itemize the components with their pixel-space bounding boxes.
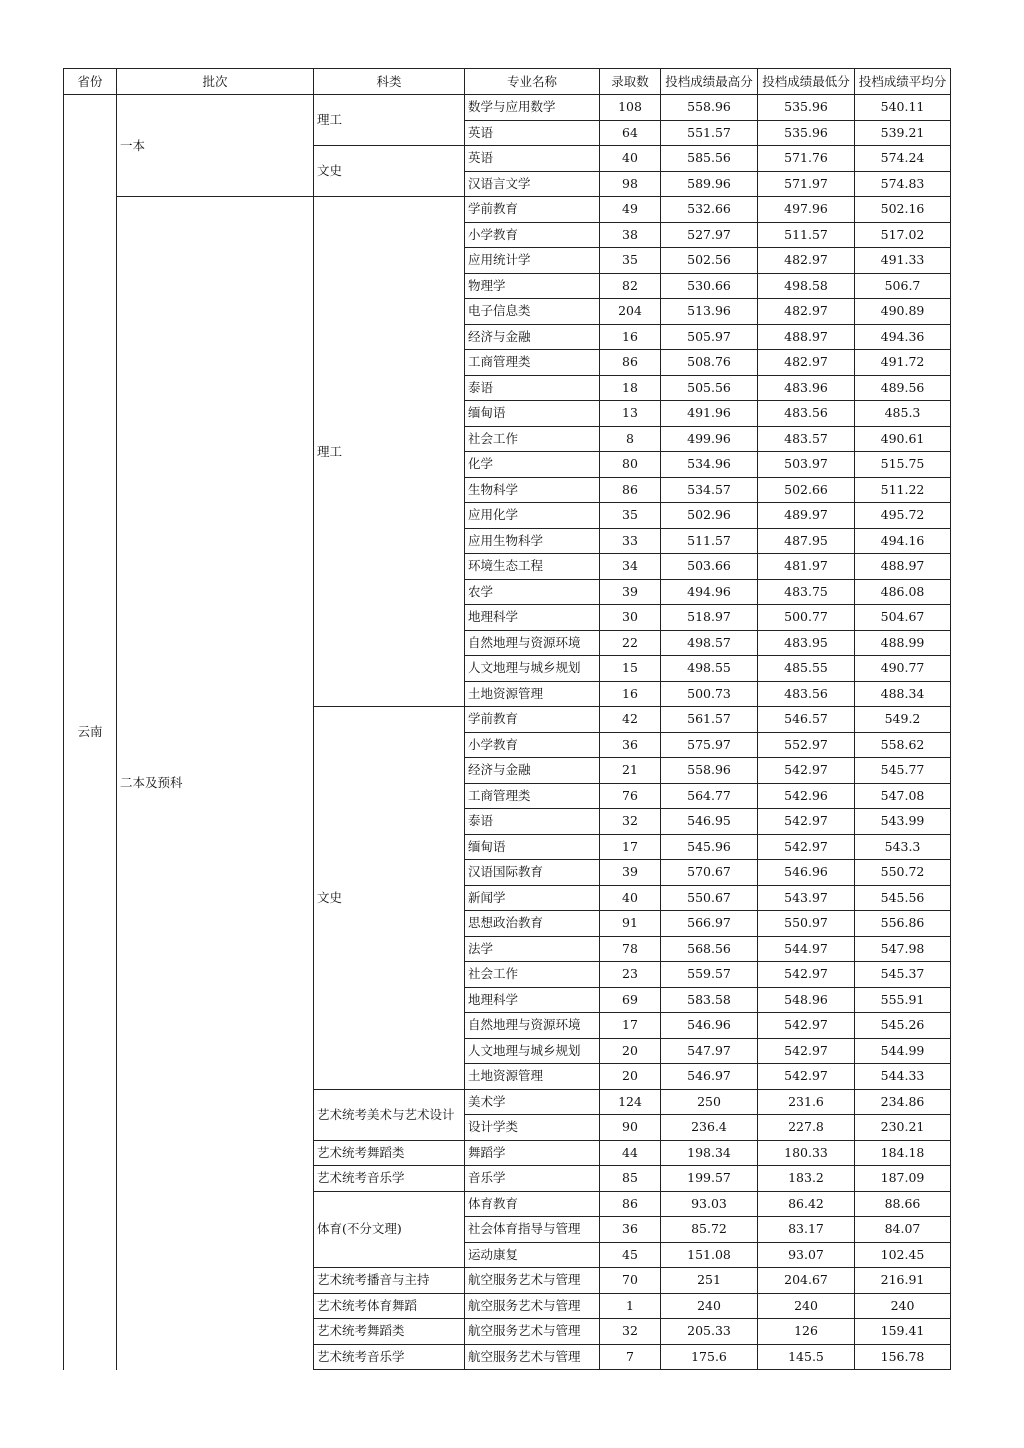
major-name-cell: 缅甸语 bbox=[465, 401, 600, 427]
max-score-cell: 175.6 bbox=[661, 1344, 758, 1370]
max-score-cell: 575.97 bbox=[661, 732, 758, 758]
admitted-count-cell: 36 bbox=[600, 732, 661, 758]
avg-score-cell: 184.18 bbox=[855, 1140, 951, 1166]
min-score-cell: 544.97 bbox=[758, 936, 855, 962]
min-score-cell: 485.55 bbox=[758, 656, 855, 682]
min-score-cell: 489.97 bbox=[758, 503, 855, 529]
major-name-cell: 小学教育 bbox=[465, 222, 600, 248]
max-score-cell: 205.33 bbox=[661, 1319, 758, 1345]
max-score-cell: 568.56 bbox=[661, 936, 758, 962]
admitted-count-cell: 44 bbox=[600, 1140, 661, 1166]
min-score-cell: 483.56 bbox=[758, 401, 855, 427]
min-score-cell: 183.2 bbox=[758, 1166, 855, 1192]
min-score-cell: 543.97 bbox=[758, 885, 855, 911]
max-score-cell: 491.96 bbox=[661, 401, 758, 427]
admitted-count-cell: 15 bbox=[600, 656, 661, 682]
admitted-count-cell: 1 bbox=[600, 1293, 661, 1319]
batch-cell: 一本 bbox=[117, 95, 314, 197]
min-score-cell: 571.97 bbox=[758, 171, 855, 197]
max-score-cell: 505.56 bbox=[661, 375, 758, 401]
avg-score-cell: 502.16 bbox=[855, 197, 951, 223]
major-name-cell: 泰语 bbox=[465, 375, 600, 401]
admitted-count-cell: 20 bbox=[600, 1038, 661, 1064]
major-name-cell: 土地资源管理 bbox=[465, 681, 600, 707]
max-score-cell: 250 bbox=[661, 1089, 758, 1115]
min-score-cell: 542.96 bbox=[758, 783, 855, 809]
major-name-cell: 新闻学 bbox=[465, 885, 600, 911]
admitted-count-cell: 39 bbox=[600, 579, 661, 605]
avg-score-cell: 488.99 bbox=[855, 630, 951, 656]
avg-score-cell: 547.98 bbox=[855, 936, 951, 962]
major-name-cell: 思想政治教育 bbox=[465, 911, 600, 937]
province-cell: 云南 bbox=[64, 95, 117, 1370]
admitted-count-cell: 76 bbox=[600, 783, 661, 809]
min-score-cell: 542.97 bbox=[758, 962, 855, 988]
admission-scores-table bbox=[63, 68, 951, 1370]
table-row bbox=[64, 95, 951, 121]
max-score-cell: 551.57 bbox=[661, 120, 758, 146]
major-name-cell: 舞蹈学 bbox=[465, 1140, 600, 1166]
category-cell: 艺术统考音乐学 bbox=[314, 1166, 465, 1192]
min-score-cell: 502.66 bbox=[758, 477, 855, 503]
max-score-cell: 545.96 bbox=[661, 834, 758, 860]
header-cell: 专业名称 bbox=[465, 69, 600, 95]
min-score-cell: 550.97 bbox=[758, 911, 855, 937]
max-score-cell: 85.72 bbox=[661, 1217, 758, 1243]
min-score-cell: 542.97 bbox=[758, 1064, 855, 1090]
min-score-cell: 227.8 bbox=[758, 1115, 855, 1141]
major-name-cell: 应用化学 bbox=[465, 503, 600, 529]
avg-score-cell: 216.91 bbox=[855, 1268, 951, 1294]
header-cell: 投档成绩最高分 bbox=[661, 69, 758, 95]
min-score-cell: 548.96 bbox=[758, 987, 855, 1013]
major-name-cell: 英语 bbox=[465, 146, 600, 172]
admitted-count-cell: 204 bbox=[600, 299, 661, 325]
avg-score-cell: 515.75 bbox=[855, 452, 951, 478]
admitted-count-cell: 82 bbox=[600, 273, 661, 299]
major-name-cell: 学前教育 bbox=[465, 707, 600, 733]
admitted-count-cell: 34 bbox=[600, 554, 661, 580]
max-score-cell: 503.66 bbox=[661, 554, 758, 580]
max-score-cell: 494.96 bbox=[661, 579, 758, 605]
major-name-cell: 应用生物科学 bbox=[465, 528, 600, 554]
admitted-count-cell: 16 bbox=[600, 324, 661, 350]
min-score-cell: 542.97 bbox=[758, 1038, 855, 1064]
admitted-count-cell: 20 bbox=[600, 1064, 661, 1090]
major-name-cell: 农学 bbox=[465, 579, 600, 605]
major-name-cell: 地理科学 bbox=[465, 605, 600, 631]
major-name-cell: 经济与金融 bbox=[465, 758, 600, 784]
admitted-count-cell: 108 bbox=[600, 95, 661, 121]
max-score-cell: 550.67 bbox=[661, 885, 758, 911]
avg-score-cell: 88.66 bbox=[855, 1191, 951, 1217]
min-score-cell: 542.97 bbox=[758, 834, 855, 860]
min-score-cell: 86.42 bbox=[758, 1191, 855, 1217]
major-name-cell: 电子信息类 bbox=[465, 299, 600, 325]
admitted-count-cell: 22 bbox=[600, 630, 661, 656]
admitted-count-cell: 49 bbox=[600, 197, 661, 223]
avg-score-cell: 491.72 bbox=[855, 350, 951, 376]
max-score-cell: 546.96 bbox=[661, 1013, 758, 1039]
major-name-cell: 工商管理类 bbox=[465, 350, 600, 376]
avg-score-cell: 490.89 bbox=[855, 299, 951, 325]
max-score-cell: 199.57 bbox=[661, 1166, 758, 1192]
admitted-count-cell: 70 bbox=[600, 1268, 661, 1294]
max-score-cell: 566.97 bbox=[661, 911, 758, 937]
max-score-cell: 511.57 bbox=[661, 528, 758, 554]
max-score-cell: 546.97 bbox=[661, 1064, 758, 1090]
major-name-cell: 经济与金融 bbox=[465, 324, 600, 350]
category-cell: 艺术统考播音与主持 bbox=[314, 1268, 465, 1294]
avg-score-cell: 555.91 bbox=[855, 987, 951, 1013]
avg-score-cell: 517.02 bbox=[855, 222, 951, 248]
max-score-cell: 558.96 bbox=[661, 758, 758, 784]
major-name-cell: 工商管理类 bbox=[465, 783, 600, 809]
avg-score-cell: 491.33 bbox=[855, 248, 951, 274]
max-score-cell: 546.95 bbox=[661, 809, 758, 835]
max-score-cell: 589.96 bbox=[661, 171, 758, 197]
admitted-count-cell: 90 bbox=[600, 1115, 661, 1141]
min-score-cell: 483.95 bbox=[758, 630, 855, 656]
admitted-count-cell: 38 bbox=[600, 222, 661, 248]
admitted-count-cell: 7 bbox=[600, 1344, 661, 1370]
major-name-cell: 运动康复 bbox=[465, 1242, 600, 1268]
category-cell: 艺术统考舞蹈类 bbox=[314, 1319, 465, 1345]
min-score-cell: 483.75 bbox=[758, 579, 855, 605]
min-score-cell: 535.96 bbox=[758, 120, 855, 146]
category-cell: 文史 bbox=[314, 707, 465, 1090]
admitted-count-cell: 8 bbox=[600, 426, 661, 452]
max-score-cell: 583.58 bbox=[661, 987, 758, 1013]
max-score-cell: 561.57 bbox=[661, 707, 758, 733]
avg-score-cell: 490.61 bbox=[855, 426, 951, 452]
avg-score-cell: 84.07 bbox=[855, 1217, 951, 1243]
min-score-cell: 571.76 bbox=[758, 146, 855, 172]
avg-score-cell: 489.56 bbox=[855, 375, 951, 401]
avg-score-cell: 556.86 bbox=[855, 911, 951, 937]
admitted-count-cell: 86 bbox=[600, 1191, 661, 1217]
admitted-count-cell: 35 bbox=[600, 248, 661, 274]
header-cell: 批次 bbox=[117, 69, 314, 95]
admitted-count-cell: 85 bbox=[600, 1166, 661, 1192]
max-score-cell: 534.57 bbox=[661, 477, 758, 503]
admitted-count-cell: 30 bbox=[600, 605, 661, 631]
min-score-cell: 483.56 bbox=[758, 681, 855, 707]
admitted-count-cell: 23 bbox=[600, 962, 661, 988]
min-score-cell: 483.96 bbox=[758, 375, 855, 401]
table-row bbox=[64, 197, 951, 223]
major-name-cell: 汉语言文学 bbox=[465, 171, 600, 197]
category-cell: 理工 bbox=[314, 95, 465, 146]
avg-score-cell: 488.97 bbox=[855, 554, 951, 580]
avg-score-cell: 547.08 bbox=[855, 783, 951, 809]
avg-score-cell: 187.09 bbox=[855, 1166, 951, 1192]
min-score-cell: 204.67 bbox=[758, 1268, 855, 1294]
max-score-cell: 570.67 bbox=[661, 860, 758, 886]
max-score-cell: 499.96 bbox=[661, 426, 758, 452]
avg-score-cell: 495.72 bbox=[855, 503, 951, 529]
header-cell: 科类 bbox=[314, 69, 465, 95]
admitted-count-cell: 39 bbox=[600, 860, 661, 886]
admitted-count-cell: 64 bbox=[600, 120, 661, 146]
admitted-count-cell: 17 bbox=[600, 1013, 661, 1039]
major-name-cell: 航空服务艺术与管理 bbox=[465, 1268, 600, 1294]
min-score-cell: 482.97 bbox=[758, 248, 855, 274]
major-name-cell: 社会工作 bbox=[465, 426, 600, 452]
admitted-count-cell: 40 bbox=[600, 146, 661, 172]
admitted-count-cell: 86 bbox=[600, 477, 661, 503]
major-name-cell: 泰语 bbox=[465, 809, 600, 835]
major-name-cell: 人文地理与城乡规划 bbox=[465, 1038, 600, 1064]
admitted-count-cell: 69 bbox=[600, 987, 661, 1013]
major-name-cell: 美术学 bbox=[465, 1089, 600, 1115]
min-score-cell: 240 bbox=[758, 1293, 855, 1319]
max-score-cell: 513.96 bbox=[661, 299, 758, 325]
avg-score-cell: 574.83 bbox=[855, 171, 951, 197]
min-score-cell: 542.97 bbox=[758, 809, 855, 835]
min-score-cell: 488.97 bbox=[758, 324, 855, 350]
admitted-count-cell: 35 bbox=[600, 503, 661, 529]
min-score-cell: 542.97 bbox=[758, 758, 855, 784]
admitted-count-cell: 91 bbox=[600, 911, 661, 937]
avg-score-cell: 550.72 bbox=[855, 860, 951, 886]
admitted-count-cell: 17 bbox=[600, 834, 661, 860]
min-score-cell: 511.57 bbox=[758, 222, 855, 248]
min-score-cell: 481.97 bbox=[758, 554, 855, 580]
max-score-cell: 585.56 bbox=[661, 146, 758, 172]
admitted-count-cell: 98 bbox=[600, 171, 661, 197]
avg-score-cell: 539.21 bbox=[855, 120, 951, 146]
avg-score-cell: 540.11 bbox=[855, 95, 951, 121]
admitted-count-cell: 42 bbox=[600, 707, 661, 733]
admitted-count-cell: 32 bbox=[600, 1319, 661, 1345]
major-name-cell: 设计学类 bbox=[465, 1115, 600, 1141]
admitted-count-cell: 45 bbox=[600, 1242, 661, 1268]
admitted-count-cell: 21 bbox=[600, 758, 661, 784]
admitted-count-cell: 36 bbox=[600, 1217, 661, 1243]
avg-score-cell: 511.22 bbox=[855, 477, 951, 503]
max-score-cell: 236.4 bbox=[661, 1115, 758, 1141]
major-name-cell: 社会工作 bbox=[465, 962, 600, 988]
min-score-cell: 487.95 bbox=[758, 528, 855, 554]
admitted-count-cell: 80 bbox=[600, 452, 661, 478]
major-name-cell: 法学 bbox=[465, 936, 600, 962]
min-score-cell: 498.58 bbox=[758, 273, 855, 299]
avg-score-cell: 545.77 bbox=[855, 758, 951, 784]
min-score-cell: 500.77 bbox=[758, 605, 855, 631]
category-cell: 文史 bbox=[314, 146, 465, 197]
major-name-cell: 社会体育指导与管理 bbox=[465, 1217, 600, 1243]
max-score-cell: 505.97 bbox=[661, 324, 758, 350]
major-name-cell: 航空服务艺术与管理 bbox=[465, 1293, 600, 1319]
avg-score-cell: 486.08 bbox=[855, 579, 951, 605]
max-score-cell: 532.66 bbox=[661, 197, 758, 223]
min-score-cell: 93.07 bbox=[758, 1242, 855, 1268]
min-score-cell: 546.96 bbox=[758, 860, 855, 886]
max-score-cell: 534.96 bbox=[661, 452, 758, 478]
major-name-cell: 航空服务艺术与管理 bbox=[465, 1319, 600, 1345]
avg-score-cell: 240 bbox=[855, 1293, 951, 1319]
min-score-cell: 83.17 bbox=[758, 1217, 855, 1243]
max-score-cell: 530.66 bbox=[661, 273, 758, 299]
avg-score-cell: 544.99 bbox=[855, 1038, 951, 1064]
major-name-cell: 人文地理与城乡规划 bbox=[465, 656, 600, 682]
max-score-cell: 151.08 bbox=[661, 1242, 758, 1268]
max-score-cell: 564.77 bbox=[661, 783, 758, 809]
category-cell: 艺术统考音乐学 bbox=[314, 1344, 465, 1370]
max-score-cell: 559.57 bbox=[661, 962, 758, 988]
max-score-cell: 502.56 bbox=[661, 248, 758, 274]
max-score-cell: 93.03 bbox=[661, 1191, 758, 1217]
max-score-cell: 547.97 bbox=[661, 1038, 758, 1064]
min-score-cell: 497.96 bbox=[758, 197, 855, 223]
major-name-cell: 化学 bbox=[465, 452, 600, 478]
min-score-cell: 483.57 bbox=[758, 426, 855, 452]
major-name-cell: 自然地理与资源环境 bbox=[465, 630, 600, 656]
max-score-cell: 527.97 bbox=[661, 222, 758, 248]
avg-score-cell: 490.77 bbox=[855, 656, 951, 682]
header-cell: 投档成绩平均分 bbox=[855, 69, 951, 95]
admitted-count-cell: 32 bbox=[600, 809, 661, 835]
max-score-cell: 198.34 bbox=[661, 1140, 758, 1166]
major-name-cell: 音乐学 bbox=[465, 1166, 600, 1192]
avg-score-cell: 545.26 bbox=[855, 1013, 951, 1039]
major-name-cell: 生物科学 bbox=[465, 477, 600, 503]
major-name-cell: 学前教育 bbox=[465, 197, 600, 223]
admitted-count-cell: 13 bbox=[600, 401, 661, 427]
major-name-cell: 数学与应用数学 bbox=[465, 95, 600, 121]
major-name-cell: 缅甸语 bbox=[465, 834, 600, 860]
major-name-cell: 土地资源管理 bbox=[465, 1064, 600, 1090]
category-cell: 艺术统考美术与艺术设计 bbox=[314, 1089, 465, 1140]
header-cell: 录取数 bbox=[600, 69, 661, 95]
min-score-cell: 552.97 bbox=[758, 732, 855, 758]
avg-score-cell: 558.62 bbox=[855, 732, 951, 758]
max-score-cell: 502.96 bbox=[661, 503, 758, 529]
major-name-cell: 小学教育 bbox=[465, 732, 600, 758]
header-cell: 省份 bbox=[64, 69, 117, 95]
min-score-cell: 546.57 bbox=[758, 707, 855, 733]
major-name-cell: 地理科学 bbox=[465, 987, 600, 1013]
avg-score-cell: 549.2 bbox=[855, 707, 951, 733]
header-row bbox=[64, 69, 951, 95]
major-name-cell: 物理学 bbox=[465, 273, 600, 299]
avg-score-cell: 543.3 bbox=[855, 834, 951, 860]
major-name-cell: 英语 bbox=[465, 120, 600, 146]
avg-score-cell: 545.37 bbox=[855, 962, 951, 988]
avg-score-cell: 504.67 bbox=[855, 605, 951, 631]
avg-score-cell: 543.99 bbox=[855, 809, 951, 835]
min-score-cell: 482.97 bbox=[758, 350, 855, 376]
major-name-cell: 航空服务艺术与管理 bbox=[465, 1344, 600, 1370]
major-name-cell: 应用统计学 bbox=[465, 248, 600, 274]
avg-score-cell: 494.16 bbox=[855, 528, 951, 554]
max-score-cell: 508.76 bbox=[661, 350, 758, 376]
min-score-cell: 542.97 bbox=[758, 1013, 855, 1039]
max-score-cell: 498.55 bbox=[661, 656, 758, 682]
avg-score-cell: 485.3 bbox=[855, 401, 951, 427]
major-name-cell: 环境生态工程 bbox=[465, 554, 600, 580]
batch-cell: 二本及预科 bbox=[117, 197, 314, 1370]
min-score-cell: 231.6 bbox=[758, 1089, 855, 1115]
admitted-count-cell: 16 bbox=[600, 681, 661, 707]
category-cell: 艺术统考舞蹈类 bbox=[314, 1140, 465, 1166]
avg-score-cell: 488.34 bbox=[855, 681, 951, 707]
min-score-cell: 482.97 bbox=[758, 299, 855, 325]
avg-score-cell: 159.41 bbox=[855, 1319, 951, 1345]
avg-score-cell: 574.24 bbox=[855, 146, 951, 172]
avg-score-cell: 102.45 bbox=[855, 1242, 951, 1268]
major-name-cell: 汉语国际教育 bbox=[465, 860, 600, 886]
max-score-cell: 240 bbox=[661, 1293, 758, 1319]
avg-score-cell: 506.7 bbox=[855, 273, 951, 299]
avg-score-cell: 234.86 bbox=[855, 1089, 951, 1115]
min-score-cell: 503.97 bbox=[758, 452, 855, 478]
max-score-cell: 518.97 bbox=[661, 605, 758, 631]
avg-score-cell: 156.78 bbox=[855, 1344, 951, 1370]
category-cell: 艺术统考体育舞蹈 bbox=[314, 1293, 465, 1319]
min-score-cell: 126 bbox=[758, 1319, 855, 1345]
admitted-count-cell: 124 bbox=[600, 1089, 661, 1115]
category-cell: 体育(不分文理) bbox=[314, 1191, 465, 1268]
max-score-cell: 251 bbox=[661, 1268, 758, 1294]
avg-score-cell: 494.36 bbox=[855, 324, 951, 350]
admitted-count-cell: 18 bbox=[600, 375, 661, 401]
avg-score-cell: 544.33 bbox=[855, 1064, 951, 1090]
avg-score-cell: 545.56 bbox=[855, 885, 951, 911]
admitted-count-cell: 40 bbox=[600, 885, 661, 911]
avg-score-cell: 230.21 bbox=[855, 1115, 951, 1141]
max-score-cell: 558.96 bbox=[661, 95, 758, 121]
min-score-cell: 145.5 bbox=[758, 1344, 855, 1370]
min-score-cell: 180.33 bbox=[758, 1140, 855, 1166]
max-score-cell: 500.73 bbox=[661, 681, 758, 707]
admitted-count-cell: 33 bbox=[600, 528, 661, 554]
min-score-cell: 535.96 bbox=[758, 95, 855, 121]
category-cell: 理工 bbox=[314, 197, 465, 707]
max-score-cell: 498.57 bbox=[661, 630, 758, 656]
header-cell: 投档成绩最低分 bbox=[758, 69, 855, 95]
major-name-cell: 体育教育 bbox=[465, 1191, 600, 1217]
admitted-count-cell: 78 bbox=[600, 936, 661, 962]
major-name-cell: 自然地理与资源环境 bbox=[465, 1013, 600, 1039]
admitted-count-cell: 86 bbox=[600, 350, 661, 376]
